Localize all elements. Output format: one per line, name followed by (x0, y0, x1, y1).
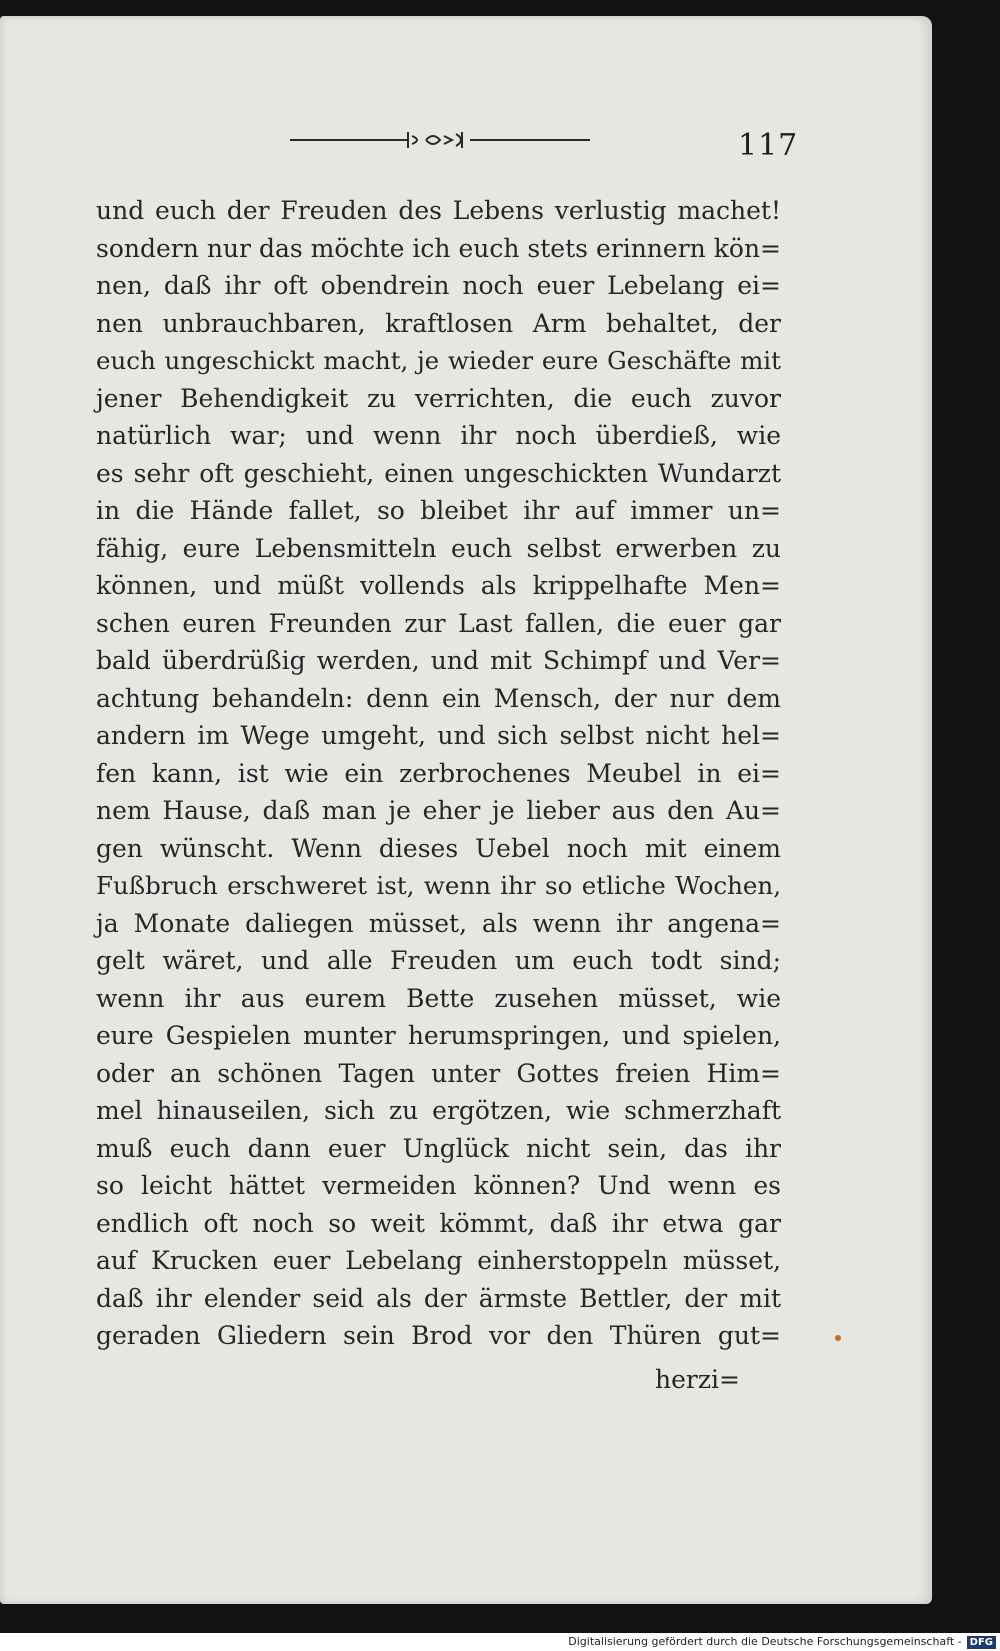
text-line: können, und müßt vollends als krippelhafte Men= (96, 571, 781, 600)
text-line: so leicht hättet vermeiden können? Und wenn es (96, 1171, 781, 1200)
page-number: 117 (738, 128, 799, 163)
text-line: gen wünscht. Wenn dieses Uebel noch mit einem (96, 833, 781, 863)
text-line: mel hinauseilen, sich zu ergötzen, wie schmerzhaft (96, 1096, 781, 1125)
text-line: nen unbrauchbaren, kraftlosen Arm behaltet, der (96, 308, 781, 338)
text-line: oder an schönen Tagen unter Gottes freien Him= (96, 1058, 781, 1088)
dfg-logo: DFG (967, 1636, 996, 1649)
text-line: fen kann, ist wie ein zerbrochenes Meubel in ei= (96, 758, 781, 788)
text-line: andern im Wege umgeht, und sich selbst nicht hel= (96, 721, 781, 750)
text-line: jener Behendigkeit zu verrichten, die euch zuvor (96, 383, 781, 413)
text-line: natürlich war; und wenn ihr noch überdieß, wie (96, 421, 781, 450)
text-line: wenn ihr aus eurem Bette zusehen müsset, wie (96, 983, 781, 1013)
text-line: gelt wäret, und alle Freuden um euch todt sind; (96, 946, 781, 975)
footer-text: Digitalisierung gefördert durch die Deutsche Forschungsgemeinschaft - (568, 1635, 962, 1648)
text-line: endlich oft noch so weit kömmt, daß ihr etwa gar (96, 1208, 781, 1238)
body-text (96, 192, 781, 1355)
text-line: und euch der Freuden des Lebens verlustig machet! (96, 196, 781, 225)
text-line: bald überdrüßig werden, und mit Schimpf und Ver= (96, 646, 781, 675)
header-ornament (290, 128, 610, 158)
text-line: daß ihr elender seid als der ärmste Bettler, der mit (96, 1283, 781, 1313)
text-line: fähig, eure Lebensmitteln euch selbst erwerben zu (96, 533, 781, 563)
text-line: euch ungeschickt macht, je wieder eure Geschäfte mit (96, 346, 781, 375)
text-line: geraden Gliedern sein Brod vor den Thüren gut= (96, 1321, 781, 1350)
text-line: nem Hause, daß man je eher je lieber aus den Au= (96, 796, 781, 825)
ink-spot (835, 1335, 841, 1341)
text-line: nen, daß ihr oft obendrein noch euer Lebelang ei= (96, 271, 781, 300)
text-line: achtung behandeln: denn ein Mensch, der nur dem (96, 683, 781, 713)
text-line: muß euch dann euer Unglück nicht sein, das ihr (96, 1133, 781, 1163)
text-line: sondern nur das möchte ich euch stets erinnern kön= (96, 233, 781, 263)
text-line: schen euren Freunden zur Last fallen, die euer gar (96, 608, 781, 638)
footer-bar (0, 1633, 1000, 1651)
text-line: Fußbruch erschweret ist, wenn ihr so etliche Wochen, (96, 871, 781, 900)
text-line: auf Krucken euer Lebelang einherstoppeln müsset, (96, 1246, 781, 1275)
text-line: ja Monate daliegen müsset, als wenn ihr angena= (96, 908, 781, 938)
text-line: eure Gespielen munter herumspringen, und spielen, (96, 1021, 781, 1050)
text-line: es sehr oft geschieht, einen ungeschickten Wundarzt (96, 458, 781, 488)
catchword: herzi= (655, 1365, 740, 1394)
text-line: in die Hände fallet, so bleibet ihr auf immer un= (96, 496, 781, 525)
